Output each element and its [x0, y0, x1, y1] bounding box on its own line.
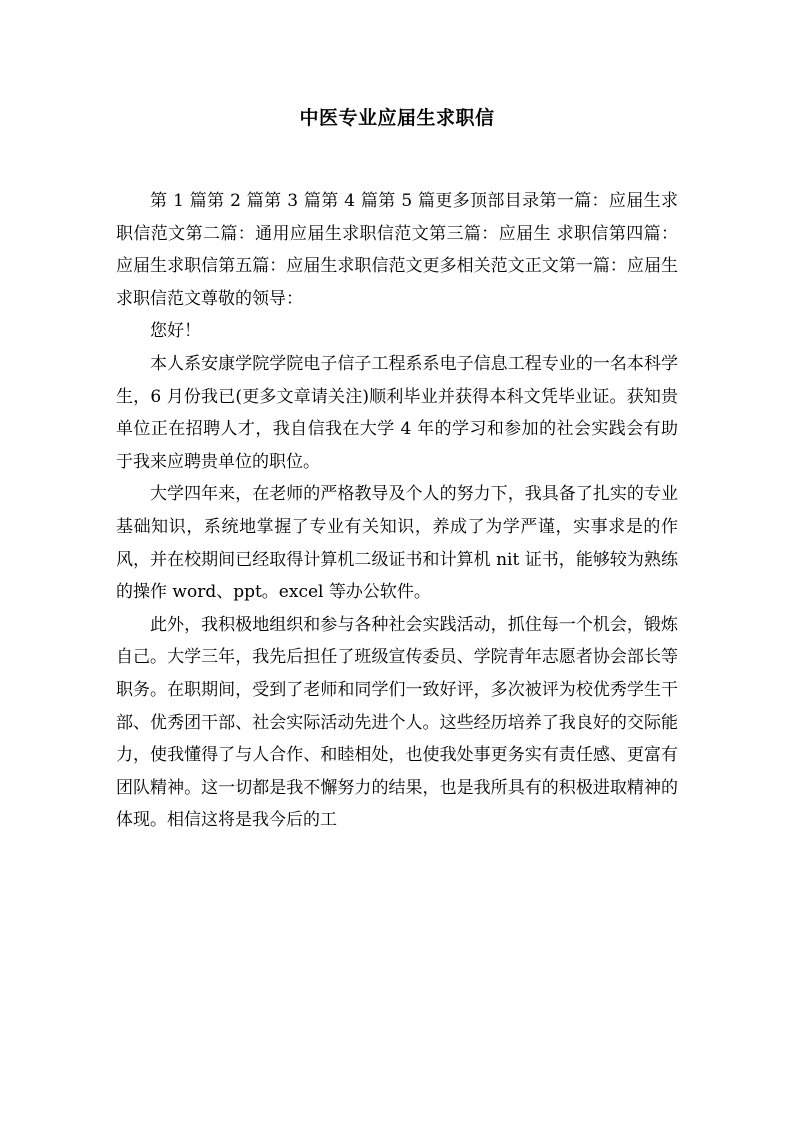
document-body — [116, 185, 678, 837]
document-title: 中医专业应届生求职信 — [299, 107, 495, 129]
paragraph-greeting: 您好！ — [150, 321, 201, 342]
paragraph-table-of-contents: 第 1 篇第 2 篇第 3 篇第 4 篇第 5 篇更多顶部目录第一篇：应届生求职信范文第二篇：通用应届生求职信范文第三篇：应届生 求职信第四篇：应届生求职信第五篇：应届生求职信范文更多相关范文正文第一篇：应届生求职信范文尊敬的领导： — [116, 191, 678, 309]
paragraph-introduction: 本人系安康学院学院电子信子工程系系电子信息工程专业的一名本科学生，6 月份我已(更多文章请关注)顺利毕业并获得本科文凭毕业证。获知贵单位正在招聘人才，我自信我在大学 4 年的学习和参加的社会实践会有助于我来应聘贵单位的职位。 — [116, 353, 678, 472]
paragraph-activities: 此外，我积极地组织和参与各种社会实践活动，抓住每一个机会，锻炼自己。大学三年，我先后担任了班级宣传委员、学院青年志愿者协会部长等职务。在职期间，受到了老师和同学们一致好评，多次被评为校优秀学生干部、优秀团干部、社会实际活动先进个人。这些经历培养了我良好的交际能力，使我懂得了与人合作、和睦相处，也使我处事更务实有责任感、更富有团队精神。这一切都是我不懈努力的结果，也是我所具有的积极进取精神的体现。相信这将是我今后的工 — [116, 614, 678, 831]
paragraph-education: 大学四年来，在老师的严格教导及个人的努力下，我具备了扎实的专业基础知识，系统地掌握了专业有关知识，养成了为学严谨，实事求是的作风，并在校期间已经取得计算机二级证书和计算机 nit 证书，能够较为熟练的操作 word、ppt。excel 等办公软件。 — [116, 484, 678, 603]
